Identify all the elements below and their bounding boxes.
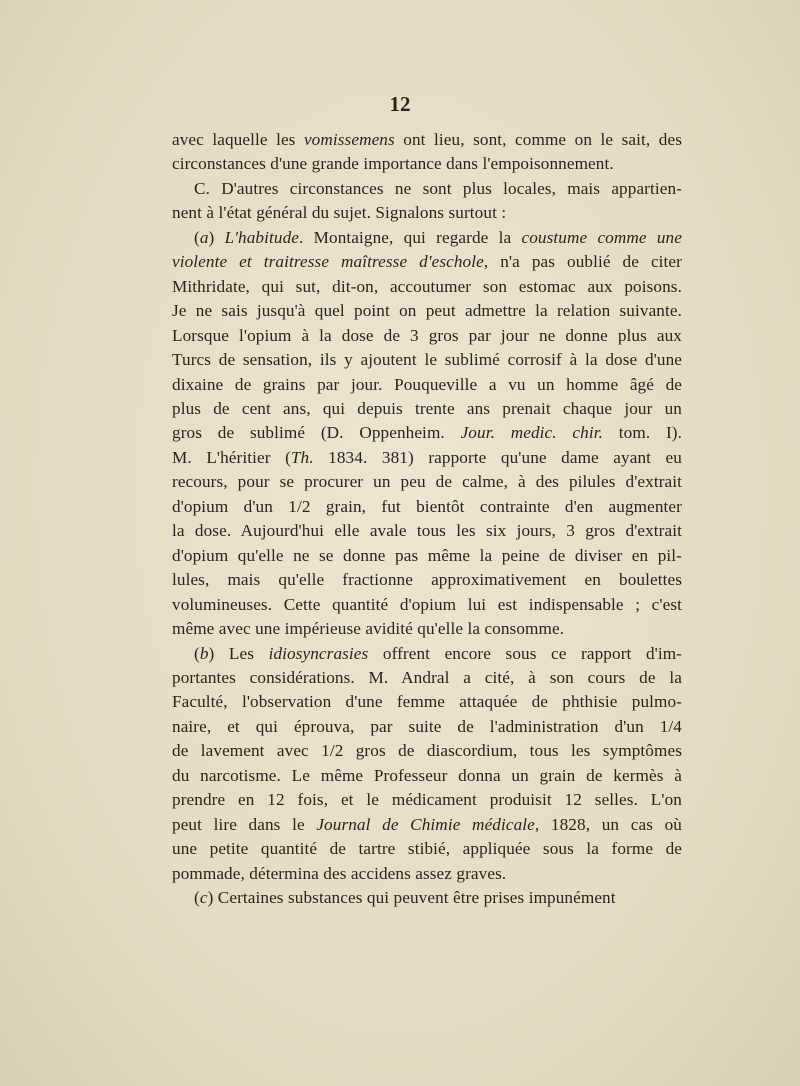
text-run: d'opium qu'elle ne se donne pas même la peine de diviser en pil- — [172, 545, 682, 565]
text-run: , 1828, un cas où — [534, 814, 682, 834]
text-run: recours, pour se procurer un peu de calme, à des pilules d'extrait — [172, 472, 682, 492]
text-line — [172, 837, 682, 861]
text-run: ( — [194, 227, 200, 247]
text-run: même avec une impérieuse avidité qu'elle la consomme. — [172, 619, 565, 639]
text-run: lules, mais qu'elle fractionne approximativement en boulettes — [172, 570, 682, 590]
text-run: Lorsque l'opium à la dose de 3 gros par jour ne donne plus aux — [172, 325, 682, 345]
text-run: pommade, détermina des accidens assez graves. — [172, 863, 507, 883]
text-line — [172, 544, 682, 568]
text-run: ) Les — [208, 643, 269, 663]
text-run: nent à l'état général du sujet. Signalons surtout : — [172, 203, 507, 223]
italic-text: b — [199, 643, 209, 663]
text-run: . Montaigne, qui regarde la — [299, 227, 522, 247]
text-line — [172, 421, 682, 445]
text-run: naire, et qui éprouva, par suite de l'administration d'un 1/4 — [172, 716, 682, 736]
text-line — [172, 128, 682, 152]
text-run: la dose. Aujourd'hui elle avale tous les six jours, 3 gros d'extrait — [172, 521, 682, 541]
text-line — [172, 177, 682, 201]
italic-text: violente et traitresse maîtresse d'eschole — [172, 252, 484, 272]
text-line — [172, 666, 682, 690]
italic-text: a — [199, 227, 209, 247]
text-run: prendre en 12 fois, et le médicament produisit 12 selles. L'on — [172, 790, 682, 810]
text-line — [172, 250, 682, 274]
text-run: Mithridate, qui sut, dit-on, accoutumer son estomac aux poisons. — [172, 276, 682, 296]
text-line — [172, 715, 682, 739]
text-run: volumineuses. Cette quantité d'opium lui est indispensable ; c'est — [172, 594, 682, 614]
text-run: du narcotisme. Le même Professeur donna un grain de kermès à — [172, 765, 682, 785]
text-line — [172, 397, 682, 421]
text-run: d'opium d'un 1/2 grain, fut bientôt contrainte d'en augmenter — [172, 496, 682, 516]
text-line — [172, 788, 682, 812]
text-line — [172, 764, 682, 788]
text-run: une petite quantité de tartre stibié, appliquée sous la forme de — [172, 839, 682, 859]
italic-text: c — [199, 888, 208, 908]
text-run: gros de sublimé (D. Oppenheim. — [172, 423, 461, 443]
text-line — [172, 886, 682, 910]
text-line — [172, 226, 682, 250]
italic-text: vomissemens — [303, 130, 395, 149]
text-run: peut lire dans le — [172, 814, 317, 834]
italic-text: L'habitude — [224, 227, 299, 247]
text-line — [172, 446, 682, 470]
text-line — [172, 690, 682, 714]
text-line — [172, 593, 682, 617]
text-line — [172, 617, 682, 641]
text-run: circonstances d'une grande importance dans l'empoisonnement. — [172, 154, 614, 174]
text-line — [172, 495, 682, 519]
text-line — [172, 324, 682, 348]
text-line — [172, 813, 682, 837]
italic-text: Th. — [290, 447, 314, 467]
text-line — [172, 519, 682, 543]
italic-text: Jour. medic. chir. — [460, 423, 604, 443]
body-text — [172, 128, 682, 911]
text-run: 1834. 381) rapporte qu'une dame ayant eu — [313, 447, 682, 467]
text-run: de lavement avec 1/2 gros de diascordium, tous les symptômes — [172, 741, 682, 761]
text-run: M. L'héritier ( — [172, 447, 291, 467]
text-run: portantes considérations. M. Andral a cité, à son cours de la — [172, 667, 682, 687]
text-line — [172, 152, 682, 176]
text-line — [172, 299, 682, 323]
text-line — [172, 348, 682, 372]
text-run: ont lieu, sont, comme on le sait, des — [394, 130, 682, 149]
text-line — [172, 642, 682, 666]
page-number: 12 — [389, 92, 411, 116]
text-run: C. D'autres circonstances ne sont plus locales, mais appartien- — [194, 178, 682, 198]
text-run: ) — [208, 227, 225, 247]
text-run: Turcs de sensation, ils y ajoutent le sublimé corrosif à la dose d'une — [172, 350, 682, 370]
text-run: plus de cent ans, qui depuis trente ans prenait chaque jour un — [172, 398, 682, 418]
text-run: avec laquelle les — [172, 130, 304, 149]
text-line — [172, 470, 682, 494]
text-run: ) Certaines substances qui peuvent être prises impunément — [207, 888, 616, 908]
text-run: offrent encore sous ce rapport d'im- — [368, 643, 682, 663]
text-run: tom. I). — [603, 423, 683, 443]
text-line — [172, 862, 682, 886]
text-run: dixaine de grains par jour. Pouqueville a vu un homme âgé de — [172, 374, 682, 394]
text-line — [172, 568, 682, 592]
text-line — [172, 201, 682, 225]
text-line — [172, 373, 682, 397]
text-run: Faculté, l'observation d'une femme attaquée de phthisie pulmo- — [172, 692, 682, 712]
text-run: ( — [194, 643, 200, 663]
text-run: , n'a pas oublié de citer — [483, 252, 682, 272]
italic-text: Journal de Chimie médicale — [316, 814, 535, 834]
text-run: ( — [194, 888, 200, 908]
text-run: Je ne sais jusqu'à quel point on peut admettre la relation suivante. — [172, 301, 682, 321]
text-line — [172, 275, 682, 299]
text-line — [172, 739, 682, 763]
italic-text: coustume comme une — [521, 227, 682, 247]
italic-text: idiosyncrasies — [268, 643, 369, 663]
